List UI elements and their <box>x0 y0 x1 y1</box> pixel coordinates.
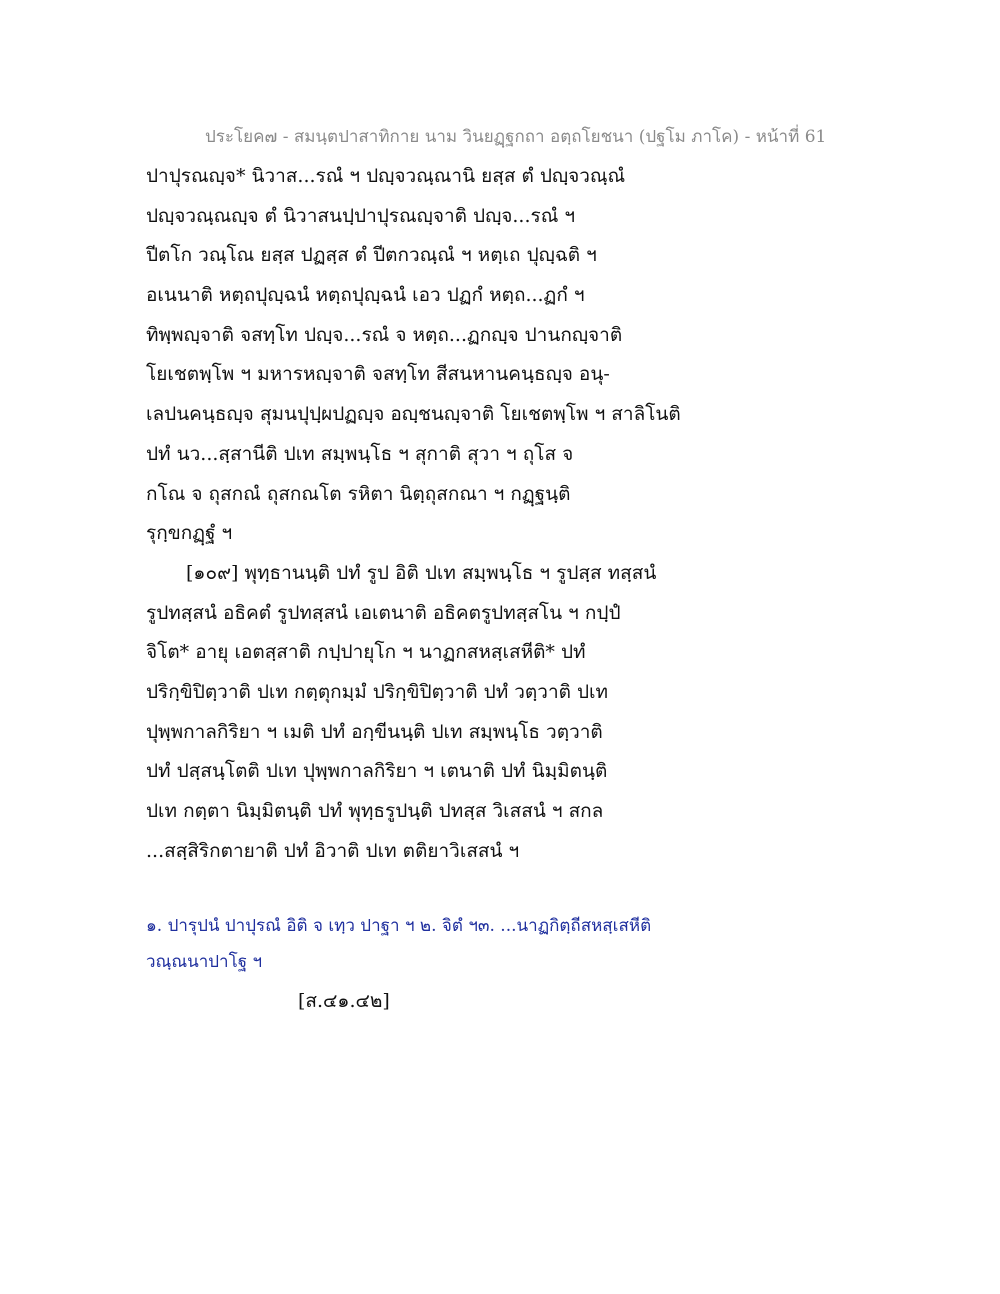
text-line: กโณ จ ถุสกณํ ถุสกณโต รหิตา นิตฺถุสกณา ฯ กฏฺฐนฺติ <box>146 482 571 505</box>
text-line: จิโต* อายุ เอตสฺสาติ กปฺปายุโก ฯ นาฏกสหสฺเสหีติ* ปทํ <box>146 641 586 664</box>
text-line: ปุพฺพกาลกิริยา ฯ เมติ ปทํ อกฺขีนนฺติ ปเท สมฺพนฺโธ วตฺวาติ <box>146 720 603 743</box>
text-line: รุกฺขกฏฺฐํ ฯ <box>146 522 233 545</box>
text-line: ปาปุรณญฺจ* นิวาส...รณํ ฯ ปญฺจวณฺณานิ ยสฺส ตํ ปญฺจวณฺณํ <box>146 165 626 187</box>
paragraph-start-line: [๑๐๙] พุทฺธานนฺติ ปทํ รูป อิติ ปเท สมฺพนฺโธ ฯ รูปสฺส ทสฺสนํ <box>186 561 657 584</box>
page-reference: [ส.๔๑.๔๒] <box>298 990 390 1012</box>
footnote-line: วณฺณนาปาโฐ ฯ <box>146 952 263 972</box>
text-line: รูปทสฺสนํ อธิคตํ รูปทสฺสนํ เอเตนาติ อธิคตรูปทสฺสโน ฯ กปฺปํ <box>146 601 621 624</box>
text-line: ปเท กตฺตา นิมฺมิตนฺติ ปทํ พุทฺธรูปนฺติ ปทสฺส วิเสสนํ ฯ สกล <box>146 800 604 822</box>
footnotes <box>146 908 651 980</box>
text-line: โยเชตพฺโพ ฯ มหารหญฺจาติ จสทฺโท สีสนหานคนฺธญฺจ อนุ- <box>146 363 610 386</box>
text-line: ปญฺจวณฺณญฺจ ตํ นิวาสนปฺปาปุรณญฺจาติ ปญฺจ...รณํ ฯ <box>146 204 576 227</box>
text-line: ...สสฺสิริกตายาติ ปทํ อิวาติ ปเท ตติยาวิเสสนํ ฯ <box>146 839 520 862</box>
text-line: ปทํ นว...สฺสานีติ ปเท สมฺพนฺโธ ฯ สุกาติ สุวา ฯ ถุโส จ <box>146 442 574 465</box>
text-line: อเนนาติ หตฺถปุญฺฉนํ หตฺถปุญฺฉนํ เอว ปฏกํ หตฺถ...ฏกํ ฯ <box>146 284 585 307</box>
footnote-line: ๑. ปารุปนํ ปาปุรณํ อิติ จ เทฺว ปาฐา ฯ ๒. จิตํ ฯ๓. ...นาฏกิตฺถีสหสฺเสหีติ <box>146 916 652 936</box>
page-header: ประโยค๗ - สมนฺตปาสาทิกาย นาม วินยฏฺฐกถา อตฺถโยชนา (ปฐโม ภาโค) - หน้าที่ 61 <box>205 127 827 147</box>
text-line: ปริกฺขิปิตฺวาติ ปเท กตฺตุกมฺมํ ปริกฺขิปิตฺวาติ ปทํ วตฺวาติ ปเท <box>146 680 609 703</box>
text-line: ทิพฺพญฺจาติ จสทฺโท ปญฺจ...รณํ จ หตฺถ...ฏกญฺจ ปานกญฺจาติ <box>146 323 623 346</box>
text-line: ปีตโก วณฺโณ ยสฺส ปฏสฺส ตํ ปีตกวณฺณํ ฯ หตฺเถ ปุญฺฉติ ฯ <box>146 244 597 267</box>
text-line: เลปนคนฺธญฺจ สุมนปุปฺผปฏญฺจ อญฺชนญฺจาติ โยเชตพฺโพ ฯ สาลิโนติ <box>146 403 681 426</box>
text-line: ปทํ ปสฺสนฺโตติ ปเท ปุพฺพกาลกิริยา ฯ เตนาติ ปทํ นิมฺมิตนฺติ <box>146 760 608 783</box>
body-text <box>146 157 681 871</box>
